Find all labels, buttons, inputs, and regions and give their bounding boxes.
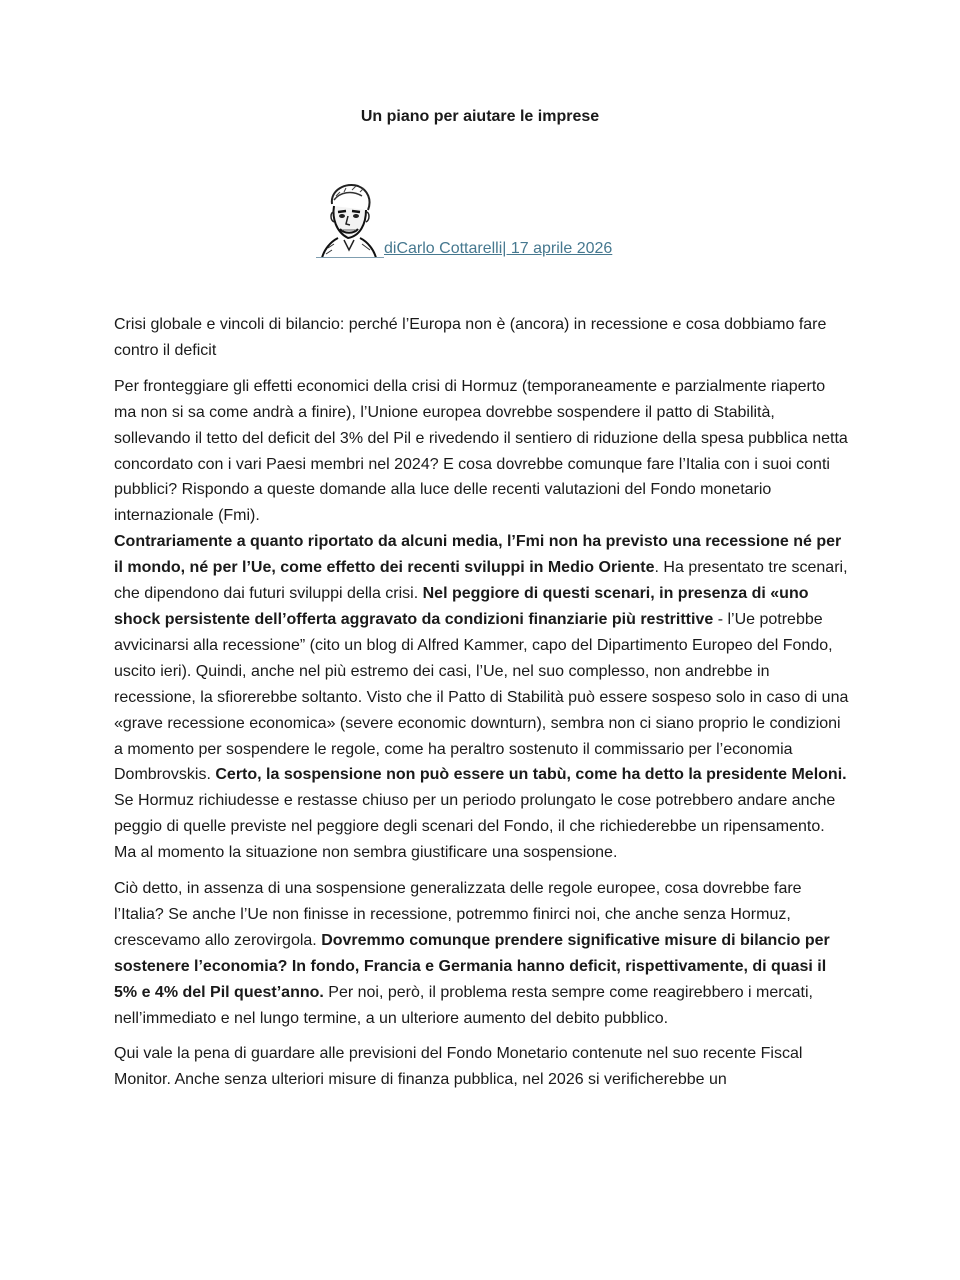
text-span: - l’Ue potrebbe avvicinarsi alla recessione” (cito un blog di Alfred Kammer, capo del Dipartimento Europeo del Fondo, uscito ieri). Quindi, anche nel più estremo dei casi, l’Ue, nel suo complesso, non andrebbe in recessione, la sfiorerebbe soltanto. Visto che il Patto di Stabilità può essere sospeso solo in caso di una «grave recessione economica» (severe economic downturn), sembra non ci siano proprio le condizioni a momento per sospendere le regole, come ha peraltro sostenuto il commissario per l’economia Dombrovskis. <box>114 610 849 784</box>
bold-text: Nel peggiore di questi scenari, in presenza di «uno shock persistente dell’offerta aggravato da condizioni finanziarie più restrittive <box>114 585 809 628</box>
bold-text: Dovremmo comunque prendere significative misure di bilancio per sostenere l’economia? In fondo, Francia e Germania hanno deficit, rispettivamente, di quasi il 5% e 4% del Pil quest’anno. <box>114 931 830 1001</box>
bold-text: Certo, la sospensione non può essere un tabù, come ha detto la presidente Meloni. <box>215 766 847 784</box>
text-span: Ciò detto, in assenza di una sospensione generalizzata delle regole europee, cosa dovrebbe fare l’Italia? Se anche l’Ue non finisse in recessione, potremmo finirci noi, che anche senza Hormuz, crescevamo allo zerovirgola. <box>114 880 802 949</box>
text-span: Per noi, però, il problema resta sempre come reagirebbero i mercati, nell’immediato e nel lungo termine, a un ulteriore aumento del debito pubblico. <box>114 983 813 1027</box>
paragraph-imf <box>114 529 850 866</box>
paragraph-fiscal-monitor: Qui vale la pena di guardare alle previsioni del Fondo Monetario contenute nel suo recente Fiscal Monitor. Anche senza ulteriori misure di finanza pubblica, nel 2026 si verificherebbe un <box>114 1045 803 1089</box>
article-body <box>114 312 850 1103</box>
byline-rule <box>316 257 384 258</box>
author-portrait <box>316 182 380 258</box>
byline-link[interactable]: diCarlo Cottarelli| 17 aprile 2026 <box>384 240 613 257</box>
text-span: Se Hormuz richiudesse e restasse chiuso per un periodo prolungato le cose potrebbero andare anche peggio di quelle previste nel peggiore degli scenari del Fondo, il che richiederebbe un ripensamento. Ma al momento la situazione non sembra giustificare una sospensione. <box>114 792 836 862</box>
bold-text: Contrariamente a quanto riportato da alcuni media, l’Fmi non ha previsto una recessione né per il mondo, né per l’Ue, come effetto dei recenti sviluppi in Medio Oriente <box>114 533 842 577</box>
paragraph-intro: Crisi globale e vincoli di bilancio: perché l’Europa non è (ancora) in recessione e cosa dobbiamo fare contro il deficit <box>114 316 827 359</box>
text-span: . Ha presentato tre scenari, che dipendono dai futuri sviluppi della crisi. <box>114 559 848 603</box>
byline <box>316 182 656 262</box>
paragraph-hormuz: Per fronteggiare gli effetti economici della crisi di Hormuz (temporaneamente e parzialmente riaperto ma non si sa come andrà a finire), l’Unione europea dovrebbe sospendere il patto di Stabilità, sollevando il tetto del deficit del 3% del Pil e rivedendo il sentiero di riduzione della spesa pubblica netta concordato con i vari Paesi membri nel 2024? E cosa dovrebbe comunque fare l’Italia con i suoi conti pubblici? Rispondo a queste domande alla luce delle recenti valutazioni del Fondo monetario internazionale (Fmi). <box>114 377 848 525</box>
paragraph-italy <box>114 876 850 1031</box>
article-title: Un piano per aiutare le imprese <box>360 108 600 125</box>
